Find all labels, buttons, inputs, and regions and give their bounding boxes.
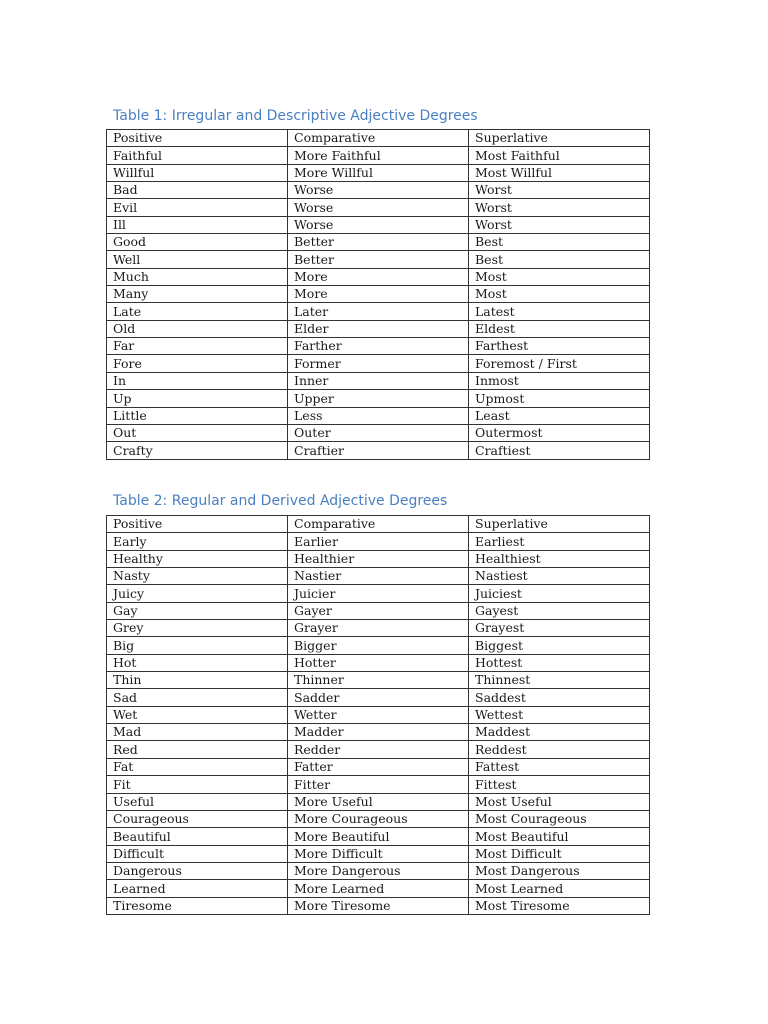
superlative-cell: Biggest xyxy=(469,637,650,654)
table-row xyxy=(107,568,650,585)
superlative-cell: Hottest xyxy=(469,654,650,671)
superlative-cell: Least xyxy=(469,407,650,424)
comparative-cell: More Beautiful xyxy=(288,828,469,845)
positive-cell: Fore xyxy=(107,355,288,372)
superlative-cell: Worst xyxy=(469,199,650,216)
comparative-cell: Better xyxy=(288,251,469,268)
comparative-cell: Better xyxy=(288,234,469,251)
positive-cell: Evil xyxy=(107,199,288,216)
table-row xyxy=(107,706,650,723)
positive-cell: Juicy xyxy=(107,585,288,602)
table-row xyxy=(107,845,650,862)
table-row xyxy=(107,880,650,897)
comparative-cell: Inner xyxy=(288,372,469,389)
table-row xyxy=(107,758,650,775)
superlative-cell: Healthiest xyxy=(469,550,650,567)
comparative-cell: Upper xyxy=(288,390,469,407)
comparative-cell: Gayer xyxy=(288,602,469,619)
table-row xyxy=(107,216,650,233)
superlative-cell: Most Faithful xyxy=(469,147,650,164)
comparative-cell: More xyxy=(288,286,469,303)
superlative-cell: Worst xyxy=(469,216,650,233)
superlative-cell: Most Willful xyxy=(469,164,650,181)
table-row xyxy=(107,442,650,459)
positive-cell: Old xyxy=(107,320,288,337)
comparative-cell: Outer xyxy=(288,424,469,441)
column-header: Positive xyxy=(107,130,288,147)
positive-cell: Healthy xyxy=(107,550,288,567)
table-row xyxy=(107,303,650,320)
comparative-cell: Wetter xyxy=(288,706,469,723)
positive-cell: Red xyxy=(107,741,288,758)
positive-cell: Early xyxy=(107,533,288,550)
comparative-cell: Worse xyxy=(288,199,469,216)
superlative-cell: Most xyxy=(469,268,650,285)
positive-cell: Difficult xyxy=(107,845,288,862)
positive-cell: Beautiful xyxy=(107,828,288,845)
table-row xyxy=(107,234,650,251)
comparative-cell: Healthier xyxy=(288,550,469,567)
table-1-irregular-adjectives xyxy=(106,129,650,460)
comparative-cell: Madder xyxy=(288,724,469,741)
superlative-cell: Most xyxy=(469,286,650,303)
table-2-regular-adjectives xyxy=(106,515,650,915)
superlative-cell: Most Beautiful xyxy=(469,828,650,845)
positive-cell: Good xyxy=(107,234,288,251)
comparative-cell: More Learned xyxy=(288,880,469,897)
positive-cell: Much xyxy=(107,268,288,285)
comparative-cell: More Willful xyxy=(288,164,469,181)
table-row xyxy=(107,672,650,689)
table-1-caption: Table 1: Irregular and Descriptive Adjective Degrees xyxy=(113,108,478,124)
table-row xyxy=(107,550,650,567)
table-row xyxy=(107,810,650,827)
comparative-cell: Hotter xyxy=(288,654,469,671)
superlative-cell: Nastiest xyxy=(469,568,650,585)
superlative-cell: Wettest xyxy=(469,706,650,723)
table-row xyxy=(107,372,650,389)
positive-cell: Useful xyxy=(107,793,288,810)
superlative-cell: Gayest xyxy=(469,602,650,619)
comparative-cell: Worse xyxy=(288,216,469,233)
comparative-cell: Thinner xyxy=(288,672,469,689)
superlative-cell: Earliest xyxy=(469,533,650,550)
comparative-cell: Fitter xyxy=(288,776,469,793)
table-row xyxy=(107,147,650,164)
comparative-cell: Later xyxy=(288,303,469,320)
superlative-cell: Grayest xyxy=(469,620,650,637)
superlative-cell: Thinnest xyxy=(469,672,650,689)
positive-cell: Fat xyxy=(107,758,288,775)
superlative-cell: Most Courageous xyxy=(469,810,650,827)
table-row xyxy=(107,897,650,914)
comparative-cell: Grayer xyxy=(288,620,469,637)
positive-cell: Thin xyxy=(107,672,288,689)
table-row xyxy=(107,407,650,424)
superlative-cell: Latest xyxy=(469,303,650,320)
table-row xyxy=(107,602,650,619)
positive-cell: Out xyxy=(107,424,288,441)
table-row xyxy=(107,338,650,355)
table-row xyxy=(107,355,650,372)
superlative-cell: Eldest xyxy=(469,320,650,337)
positive-cell: Tiresome xyxy=(107,897,288,914)
superlative-cell: Craftiest xyxy=(469,442,650,459)
table-row xyxy=(107,620,650,637)
table-row xyxy=(107,268,650,285)
superlative-cell: Outermost xyxy=(469,424,650,441)
superlative-cell: Foremost / First xyxy=(469,355,650,372)
table-row xyxy=(107,741,650,758)
superlative-cell: Best xyxy=(469,251,650,268)
comparative-cell: More xyxy=(288,268,469,285)
table-row xyxy=(107,793,650,810)
positive-cell: Ill xyxy=(107,216,288,233)
table-row xyxy=(107,689,650,706)
comparative-cell: Less xyxy=(288,407,469,424)
table-header-row xyxy=(107,130,650,147)
superlative-cell: Best xyxy=(469,234,650,251)
table-row xyxy=(107,724,650,741)
superlative-cell: Farthest xyxy=(469,338,650,355)
comparative-cell: Craftier xyxy=(288,442,469,459)
superlative-cell: Most Learned xyxy=(469,880,650,897)
comparative-cell: More Dangerous xyxy=(288,862,469,879)
positive-cell: Willful xyxy=(107,164,288,181)
comparative-cell: Sadder xyxy=(288,689,469,706)
column-header: Positive xyxy=(107,516,288,533)
comparative-cell: Earlier xyxy=(288,533,469,550)
table-row xyxy=(107,533,650,550)
superlative-cell: Most Useful xyxy=(469,793,650,810)
positive-cell: Crafty xyxy=(107,442,288,459)
superlative-cell: Most Difficult xyxy=(469,845,650,862)
comparative-cell: Juicier xyxy=(288,585,469,602)
positive-cell: Big xyxy=(107,637,288,654)
comparative-cell: More Difficult xyxy=(288,845,469,862)
column-header: Superlative xyxy=(469,516,650,533)
comparative-cell: Elder xyxy=(288,320,469,337)
positive-cell: Courageous xyxy=(107,810,288,827)
superlative-cell: Saddest xyxy=(469,689,650,706)
comparative-cell: Redder xyxy=(288,741,469,758)
positive-cell: Up xyxy=(107,390,288,407)
comparative-cell: More Useful xyxy=(288,793,469,810)
comparative-cell: Former xyxy=(288,355,469,372)
comparative-cell: More Faithful xyxy=(288,147,469,164)
comparative-cell: Worse xyxy=(288,182,469,199)
positive-cell: Learned xyxy=(107,880,288,897)
comparative-cell: Nastier xyxy=(288,568,469,585)
superlative-cell: Inmost xyxy=(469,372,650,389)
table-row xyxy=(107,251,650,268)
table-row xyxy=(107,654,650,671)
positive-cell: Faithful xyxy=(107,147,288,164)
positive-cell: Gay xyxy=(107,602,288,619)
superlative-cell: Maddest xyxy=(469,724,650,741)
positive-cell: Wet xyxy=(107,706,288,723)
superlative-cell: Reddest xyxy=(469,741,650,758)
table-row xyxy=(107,286,650,303)
table-row xyxy=(107,390,650,407)
column-header: Comparative xyxy=(288,516,469,533)
positive-cell: Late xyxy=(107,303,288,320)
positive-cell: Many xyxy=(107,286,288,303)
superlative-cell: Upmost xyxy=(469,390,650,407)
superlative-cell: Fattest xyxy=(469,758,650,775)
comparative-cell: Farther xyxy=(288,338,469,355)
table-row xyxy=(107,776,650,793)
positive-cell: In xyxy=(107,372,288,389)
column-header: Comparative xyxy=(288,130,469,147)
positive-cell: Bad xyxy=(107,182,288,199)
table-header-row xyxy=(107,516,650,533)
positive-cell: Well xyxy=(107,251,288,268)
positive-cell: Sad xyxy=(107,689,288,706)
table-row xyxy=(107,862,650,879)
superlative-cell: Most Tiresome xyxy=(469,897,650,914)
table-row xyxy=(107,828,650,845)
table-row xyxy=(107,164,650,181)
superlative-cell: Fittest xyxy=(469,776,650,793)
table-row xyxy=(107,199,650,216)
positive-cell: Dangerous xyxy=(107,862,288,879)
positive-cell: Fit xyxy=(107,776,288,793)
table-2-caption: Table 2: Regular and Derived Adjective Degrees xyxy=(113,493,448,509)
column-header: Superlative xyxy=(469,130,650,147)
superlative-cell: Juiciest xyxy=(469,585,650,602)
positive-cell: Far xyxy=(107,338,288,355)
superlative-cell: Worst xyxy=(469,182,650,199)
table-row xyxy=(107,320,650,337)
comparative-cell: Bigger xyxy=(288,637,469,654)
table-row xyxy=(107,637,650,654)
comparative-cell: More Tiresome xyxy=(288,897,469,914)
positive-cell: Hot xyxy=(107,654,288,671)
comparative-cell: More Courageous xyxy=(288,810,469,827)
superlative-cell: Most Dangerous xyxy=(469,862,650,879)
positive-cell: Little xyxy=(107,407,288,424)
table-row xyxy=(107,424,650,441)
table-row xyxy=(107,182,650,199)
positive-cell: Mad xyxy=(107,724,288,741)
positive-cell: Nasty xyxy=(107,568,288,585)
comparative-cell: Fatter xyxy=(288,758,469,775)
table-row xyxy=(107,585,650,602)
positive-cell: Grey xyxy=(107,620,288,637)
